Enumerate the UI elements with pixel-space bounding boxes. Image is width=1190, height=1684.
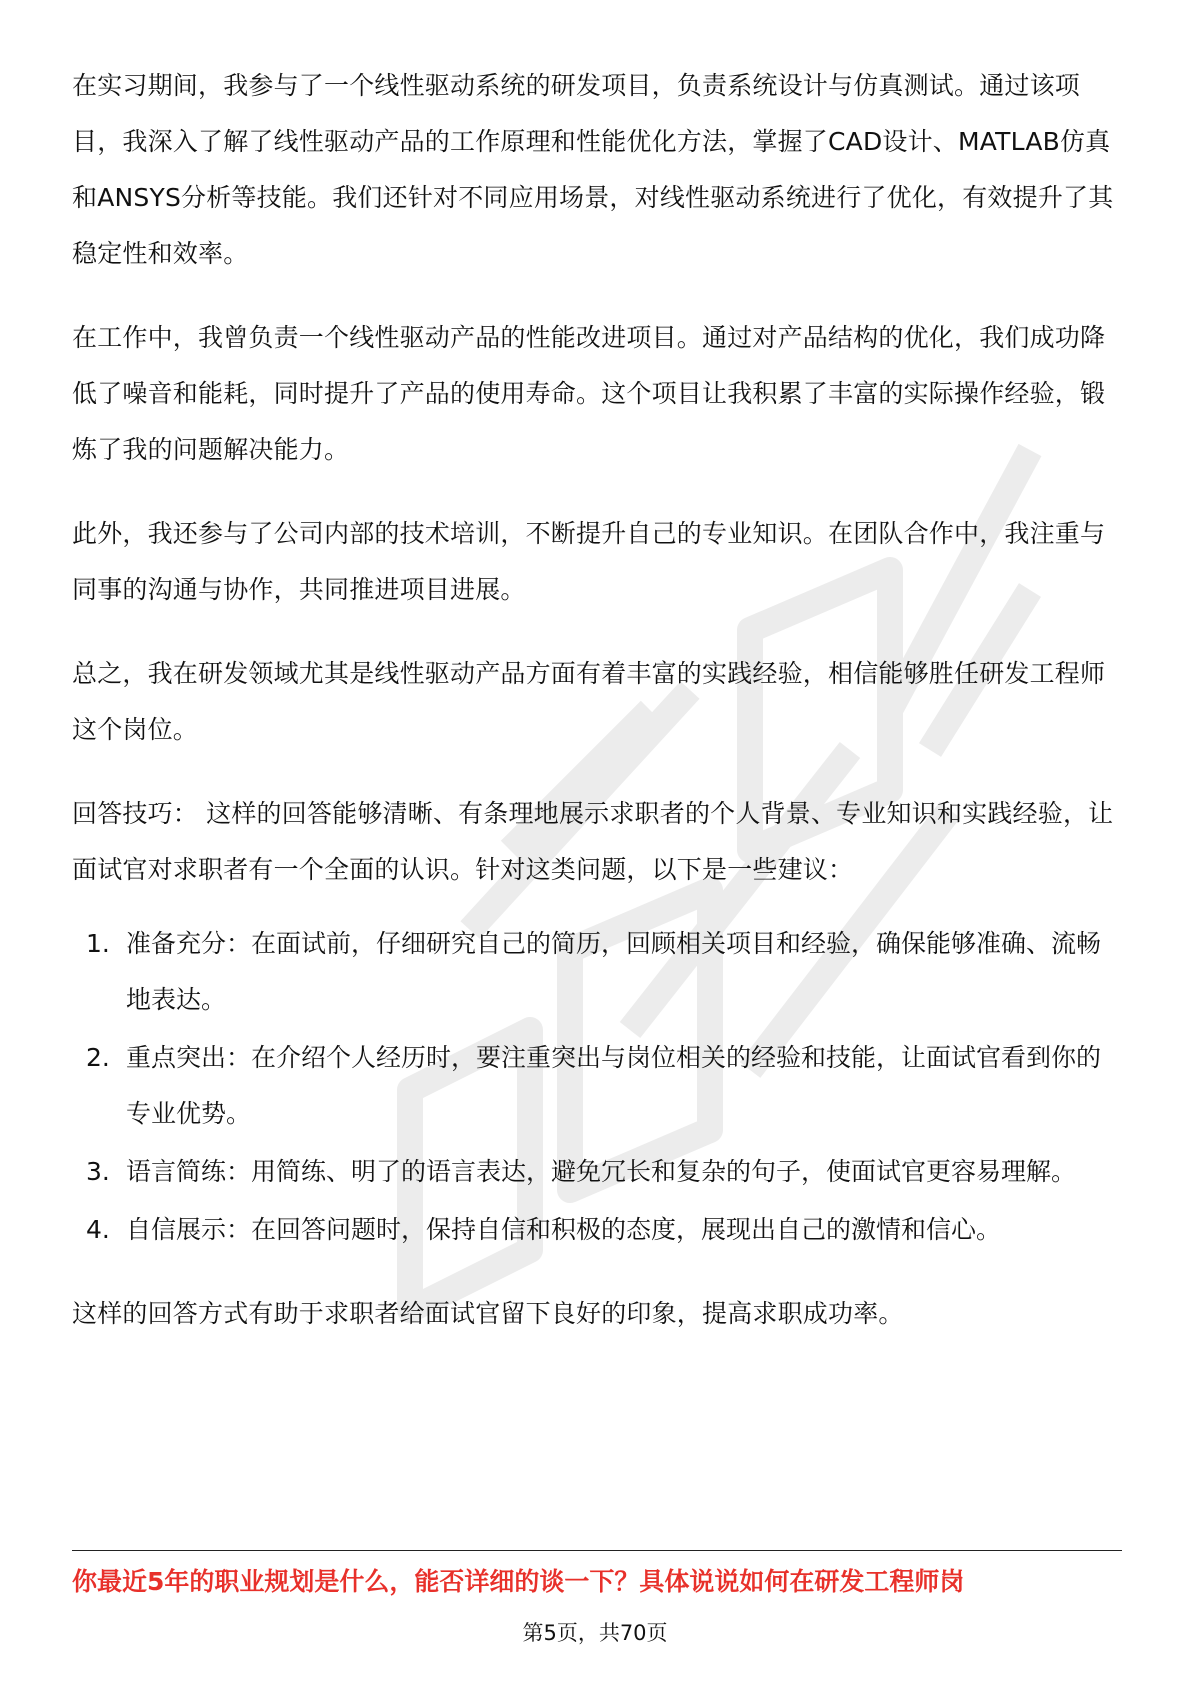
list-item (72, 916, 1122, 1028)
list-text: 重点突出：在介绍个人经历时，要注重突出与岗位相关的经验和技能，让面试官看到你的专业优势。 (126, 1043, 1102, 1128)
paragraph-work: 在工作中，我曾负责一个线性驱动产品的性能改进项目。通过对产品结构的优化，我们成功降低了噪音和能耗，同时提升了产品的使用寿命。这个项目让我积累了丰富的实际操作经验，锻炼了我的问题解决能力。 (72, 323, 1106, 464)
tips-list (72, 916, 1122, 1258)
list-text: 自信展示：在回答问题时，保持自信和积极的态度，展现出自己的激情和信心。 (126, 1215, 1002, 1244)
list-text: 语言简练：用简练、明了的语言表达，避免冗长和复杂的句子，使面试官更容易理解。 (126, 1157, 1077, 1186)
list-number: 3. (86, 1157, 110, 1186)
list-item (72, 1030, 1122, 1142)
paragraph-closing: 这样的回答方式有助于求职者给面试官留下良好的印象，提高求职成功率。 (72, 1299, 904, 1328)
page-footer: 第5页，共70页 (522, 1621, 668, 1645)
paragraph-summary: 总之，我在研发领域尤其是线性驱动产品方面有着丰富的实践经验，相信能够胜任研发工程师这个岗位。 (72, 659, 1106, 744)
list-item (72, 1144, 1122, 1200)
list-number: 2. (86, 1043, 110, 1072)
paragraph-training: 此外，我还参与了公司内部的技术培训，不断提升自己的专业知识。在团队合作中，我注重与同事的沟通与协作，共同推进项目进展。 (72, 519, 1106, 604)
list-number: 1. (86, 929, 110, 958)
document-body (72, 58, 1122, 1370)
list-text: 准备充分：在面试前，仔细研究自己的简历，回顾相关项目和经验，确保能够准确、流畅地表达。 (126, 929, 1102, 1014)
section-divider (72, 1550, 1122, 1551)
paragraph-internship: 在实习期间，我参与了一个线性驱动系统的研发项目，负责系统设计与仿真测试。通过该项目，我深入了解了线性驱动产品的工作原理和性能优化方法，掌握了CAD设计、MATLAB仿真和ANSYS分析等技能。我们还针对不同应用场景，对线性驱动系统进行了优化，有效提升了其稳定性和效率。 (72, 71, 1114, 268)
list-item (72, 1202, 1122, 1258)
list-number: 4. (86, 1215, 110, 1244)
next-question-heading: 你最近5年的职业规划是什么，能否详细的谈一下？具体说说如何在研发工程师岗 (72, 1567, 965, 1596)
paragraph-answer-tips: 回答技巧： 这样的回答能够清晰、有条理地展示求职者的个人背景、专业知识和实践经验，让面试官对求职者有一个全面的认识。针对这类问题，以下是一些建议： (72, 799, 1114, 884)
